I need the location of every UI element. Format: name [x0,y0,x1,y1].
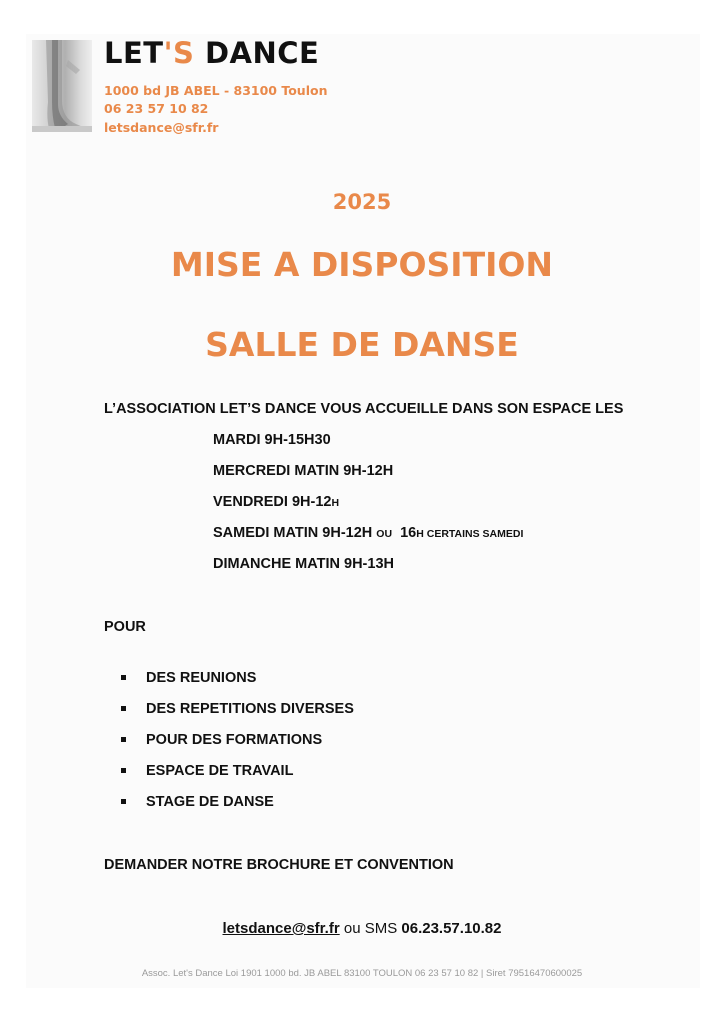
schedule-vendredi-main: VENDREDI 9H-12 [213,494,332,510]
schedule-mardi: MARDI 9H-15H30 [213,432,331,448]
bullet-marker [121,675,126,680]
schedule-vendredi-small: H [331,497,340,509]
header-address: 1000 bd JB ABEL - 83100 Toulon [104,83,328,98]
header-phone: 06 23 57 10 82 [104,101,209,116]
use-item: POUR DES FORMATIONS [146,732,323,748]
schedule-vendredi [213,493,339,512]
use-item: DES REUNIONS [146,670,257,686]
pour-label: POUR [104,619,146,635]
brand-apostrophe: 'S [163,36,195,70]
schedule-samedi [213,524,523,543]
use-item: STAGE DE DANSE [146,794,274,810]
brand-name [104,38,319,68]
schedule-samedi-ou: OU [376,528,393,540]
schedule-samedi-16: 16 [400,525,417,541]
brand-prefix: LET [104,36,164,70]
bullet-marker [121,737,126,742]
bullet-marker [121,799,126,804]
intro-text: L’ASSOCIATION LET’S DANCE VOUS ACCUEILLE DANS SON ESPACE LES [104,401,624,417]
bullet-marker [121,706,126,711]
ballet-shoe-photo [32,40,92,132]
use-item: DES REPETITIONS DIVERSES [146,701,354,717]
footer-text: Assoc. Let's Dance Loi 1901 1000 bd. JB ABEL 83100 TOULON 06 23 57 10 82 | Siret 79516470600025 [141,968,583,979]
document-page [26,34,700,988]
title-line-2: SALLE DE DANSE [205,325,519,364]
contact-ou-sms: ou SMS [339,920,402,937]
brand-suffix: DANCE [204,36,320,70]
brochure-request: DEMANDER NOTRE BROCHURE ET CONVENTION [104,857,454,873]
contact-sms-number: 06.23.57.10.82 [401,920,502,937]
contact-line [0,920,724,938]
use-item: ESPACE DE TRAVAIL [146,763,294,779]
bullet-marker [121,768,126,773]
schedule-dimanche: DIMANCHE MATIN 9H-13H [213,556,394,572]
schedule-samedi-small: H CERTAINS SAMEDI [416,528,524,540]
contact-email-link[interactable]: letsdance@sfr.fr [222,920,340,937]
header-email: letsdance@sfr.fr [104,120,219,135]
schedule-samedi-main: SAMEDI MATIN 9H-12H [213,525,377,541]
title-line-1: MISE A DISPOSITION [170,245,554,284]
schedule-mercredi: MERCREDI MATIN 9H-12H [213,463,394,479]
year-heading: 2025 [332,190,392,214]
